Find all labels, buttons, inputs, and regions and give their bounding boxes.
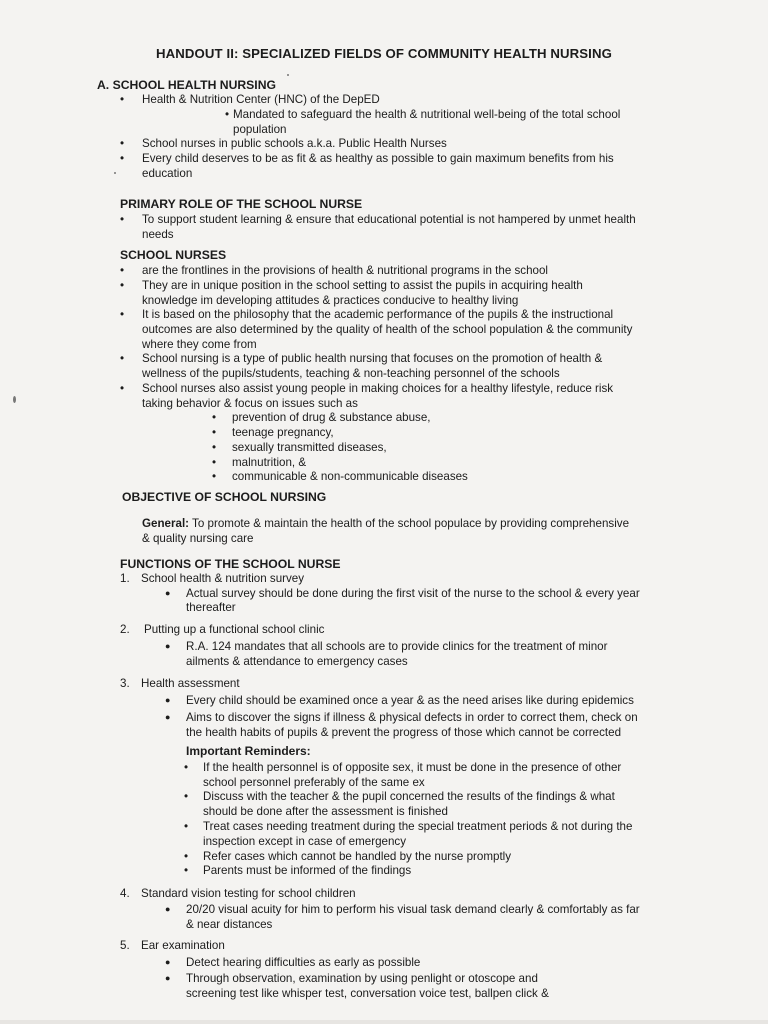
list-number: 5. xyxy=(120,939,130,952)
bullet-glyph: ● xyxy=(165,695,171,705)
list-item: Treat cases needing treatment during the special treatment periods & not during the xyxy=(203,820,633,833)
list-item: Refer cases which cannot be handled by the nurse promptly xyxy=(203,850,512,863)
list-number: 3. xyxy=(120,677,130,690)
section-heading-school-nurses: SCHOOL NURSES xyxy=(120,248,227,262)
bullet-glyph: ● xyxy=(165,904,171,914)
list-item: Detect hearing difficulties as early as possible xyxy=(186,956,421,969)
bullet-glyph: • xyxy=(120,279,125,292)
list-item: thereafter xyxy=(186,601,236,614)
bullet-glyph: • xyxy=(120,152,125,165)
list-number: 1. xyxy=(120,572,130,585)
bullet-glyph: • xyxy=(184,850,189,863)
bullet-glyph: • xyxy=(212,441,217,454)
function-item: Ear examination xyxy=(141,939,225,952)
list-item: where they come from xyxy=(142,338,257,351)
list-item: teenage pregnancy, xyxy=(232,426,334,439)
list-item: Mandated to safeguard the health & nutritional well-being of the total school xyxy=(233,108,621,121)
list-item: R.A. 124 mandates that all schools are to provide clinics for the treatment of minor xyxy=(186,640,608,653)
bullet-glyph: ● xyxy=(165,973,171,983)
bullet-glyph: • xyxy=(120,382,125,395)
list-item: malnutrition, & xyxy=(232,456,307,469)
list-item: Aims to discover the signs if illness & physical defects in order to correct them, check on xyxy=(186,711,638,724)
list-number: 4. xyxy=(120,887,130,900)
list-number: 2. xyxy=(120,623,130,636)
scan-speck xyxy=(114,172,116,174)
section-heading-school-health-nursing: A. SCHOOL HEALTH NURSING xyxy=(97,78,276,92)
function-item: Health assessment xyxy=(141,677,240,690)
list-item: Health & Nutrition Center (HNC) of the DepED xyxy=(142,93,380,106)
bullet-glyph: • xyxy=(212,470,217,483)
list-item: 20/20 visual acuity for him to perform his visual task demand clearly & comfortably as far xyxy=(186,903,640,916)
list-item: Actual survey should be done during the first visit of the nurse to the school & every year xyxy=(186,587,640,600)
bullet-glyph: • xyxy=(120,308,125,321)
list-item: needs xyxy=(142,228,174,241)
objective-general xyxy=(142,516,629,531)
list-item: Every child deserves to be as fit & as healthy as possible to gain maximum benefits from his xyxy=(142,152,614,165)
list-item: School nursing is a type of public health nursing that focuses on the promotion of health & xyxy=(142,352,603,365)
bullet-glyph: • xyxy=(225,108,230,121)
function-item: Standard vision testing for school children xyxy=(141,887,356,900)
bullet-glyph: • xyxy=(212,411,217,424)
list-item: & near distances xyxy=(186,918,273,931)
bullet-glyph: • xyxy=(120,213,125,226)
bullet-glyph: • xyxy=(120,264,125,277)
scan-speck xyxy=(13,396,16,403)
list-item: population xyxy=(233,123,287,136)
list-item: They are in unique position in the school setting to assist the pupils in acquiring health xyxy=(142,279,583,292)
list-item: knowledge im developing attitudes & practices conducive to healthy living xyxy=(142,294,519,307)
list-item: Parents must be informed of the findings xyxy=(203,864,412,877)
section-heading-primary-role: PRIMARY ROLE OF THE SCHOOL NURSE xyxy=(120,197,363,211)
section-heading-objective: OBJECTIVE OF SCHOOL NURSING xyxy=(122,490,327,504)
general-label: General: xyxy=(142,517,190,530)
list-item: the health habits of pupils & prevent the progress of those which cannot be corrected xyxy=(186,726,622,739)
list-item: inspection except in case of emergency xyxy=(203,835,407,848)
list-item: screening test like whisper test, conversation voice test, ballpen click & xyxy=(186,987,549,1000)
page-title: HANDOUT II: SPECIALIZED FIELDS OF COMMUNITY HEALTH NURSING xyxy=(156,46,612,61)
list-item: communicable & non-communicable diseases xyxy=(232,470,468,483)
bullet-glyph: • xyxy=(184,790,189,803)
bullet-glyph: ● xyxy=(165,588,171,598)
scan-edge xyxy=(0,1020,768,1024)
list-item: Every child should be examined once a year & as the need arises like during epidemics xyxy=(186,694,634,707)
reminders-heading: Important Reminders: xyxy=(186,744,311,758)
bullet-glyph: ● xyxy=(165,712,171,722)
bullet-glyph: • xyxy=(184,761,189,774)
bullet-glyph: • xyxy=(212,456,217,469)
list-item: should be done after the assessment is finished xyxy=(203,805,448,818)
scan-speck xyxy=(287,74,289,76)
list-item: outcomes are also determined by the quality of health of the school population & the community xyxy=(142,323,633,336)
bullet-glyph: ● xyxy=(165,641,171,651)
bullet-glyph: • xyxy=(184,864,189,877)
section-heading-functions: FUNCTIONS OF THE SCHOOL NURSE xyxy=(120,557,341,571)
bullet-glyph: • xyxy=(120,352,125,365)
list-item: taking behavior & focus on issues such as xyxy=(142,397,358,410)
function-item: School health & nutrition survey xyxy=(141,572,305,585)
list-item: sexually transmitted diseases, xyxy=(232,441,387,454)
list-item: School nurses also assist young people in making choices for a healthy lifestyle, reduce risk xyxy=(142,382,614,395)
list-item: wellness of the pupils/students, teaching & non-teaching personnel of the schools xyxy=(142,367,560,380)
bullet-glyph: • xyxy=(212,426,217,439)
list-item: Through observation, examination by using penlight or otoscope and xyxy=(186,972,538,985)
bullet-glyph: • xyxy=(120,93,125,106)
objective-general-cont: & quality nursing care xyxy=(142,532,254,545)
list-item: Discuss with the teacher & the pupil concerned the results of the findings & what xyxy=(203,790,615,803)
list-item: ailments & attendance to emergency cases xyxy=(186,655,408,668)
list-item: prevention of drug & substance abuse, xyxy=(232,411,431,424)
list-item: school personnel preferably of the same ex xyxy=(203,776,425,789)
list-item: To support student learning & ensure that educational potential is not hampered by unmet health xyxy=(142,213,636,226)
list-item: education xyxy=(142,167,193,180)
list-item: If the health personnel is of opposite sex, it must be done in the presence of other xyxy=(203,761,622,774)
bullet-glyph: • xyxy=(184,820,189,833)
function-item: Putting up a functional school clinic xyxy=(144,623,325,636)
list-item: It is based on the philosophy that the academic performance of the pupils & the instructional xyxy=(142,308,614,321)
bullet-glyph: ● xyxy=(165,957,171,967)
bullet-glyph: • xyxy=(120,137,125,150)
list-item: School nurses in public schools a.k.a. Public Health Nurses xyxy=(142,137,447,150)
general-text: To promote & maintain the health of the school populace by providing comprehensive xyxy=(189,517,630,530)
list-item: are the frontlines in the provisions of health & nutritional programs in the school xyxy=(142,264,549,277)
